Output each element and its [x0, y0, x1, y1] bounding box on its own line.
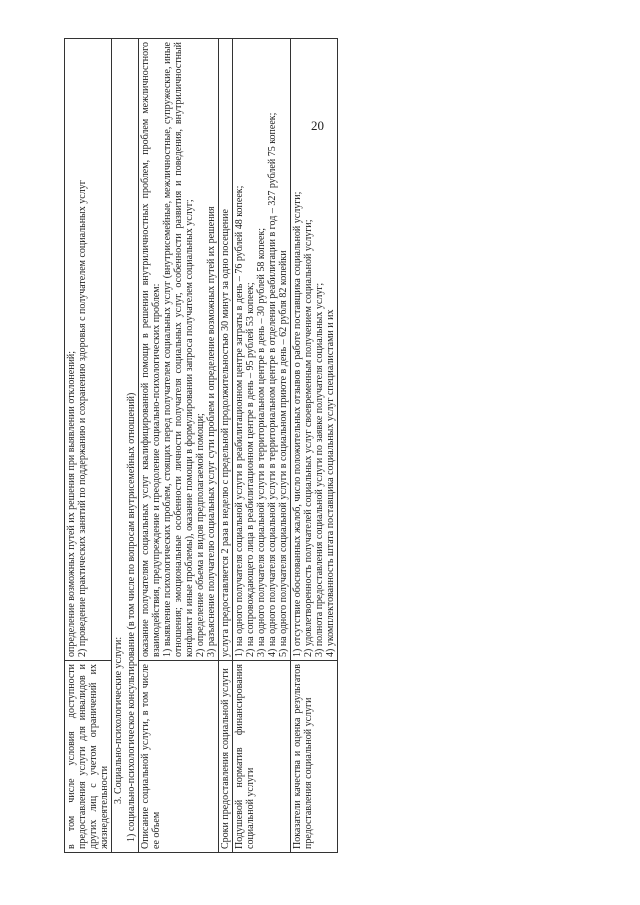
services-table [64, 38, 338, 853]
section-header-row [112, 39, 126, 853]
content-line: 2) проведение практических занятий по поддержанию и сохранению здоровья с получателем социальных услуг [77, 180, 88, 657]
subsection-header-row [125, 39, 139, 853]
table-row [219, 39, 233, 853]
row-label: Показатели качества и оценка результатов предоставления социальной услуги [291, 661, 338, 853]
row-content [233, 39, 291, 661]
content-line: 2) удовлетворенность получателей социальных услуг своевременным получением социальной услуги; [303, 219, 314, 657]
row-label: Описание социальной услуги, в том числе ее объем [139, 661, 219, 853]
table-row [65, 39, 112, 853]
content-line: 1) на одного получателя социальной услуги в реабилитационном центре затраты в день – 76 рублей 48 копеек; [234, 185, 245, 657]
content-line: оказание получателям социальных услуг квалифицированной помощи в решении внутриличностных проблем, проблем межличностного взаимодействия, предупреждение и преодоление социально-психологических проблем: [140, 42, 162, 657]
content-line: 3) на одного получателя социальной услуги в территориальном центре в день – 30 рублей 58 копеек; [256, 227, 267, 657]
content-line: 4) на одного получателя социальной услуги в территориальном центре в отделении реабилитации в год – 327 рублей 75 копеек; [267, 112, 278, 657]
row-content [65, 39, 112, 661]
row-label: в том числе условия доступности предоставления услуги для инвалидов и других лиц с учетом ограничений их жизнедеятельности [65, 661, 112, 853]
content-line: 5) на одного получателя социальной услуги в социальном приюте в день – 62 рубля 82 копейки [278, 250, 289, 657]
row-content [139, 39, 219, 661]
content-line: 3) разъяснение получателю социальных услуг сути проблем и определение возможных путей их решения [206, 206, 217, 657]
row-content [291, 39, 338, 661]
table-row [291, 39, 338, 853]
section-title: 3. Социально-психологические услуги: [112, 39, 126, 853]
table-row [139, 39, 219, 853]
content-line: 4) укомплектованность штата поставщика социальных услуг специалистами и их [325, 309, 336, 657]
content-line: услуга предоставляется 2 раза в неделю с предельной продолжительностью 30 минут за одно посещение [220, 209, 231, 657]
content-line: 2) определение объема и видов предполагаемой помощи; [195, 413, 206, 657]
content-line: определение возможных путей их решения при выявлении отклонений; [66, 350, 77, 657]
row-content [219, 39, 233, 661]
content-line: 1) выявление психологических проблем, стоящих перед получателем социальных услуг (внутрисемейные, межличностные, супружеские, иные отношения; эмоциональные особенности личности получателя социальных услуг, особенности развития и поведения, внутриличностный конфликт и иные проблемы), оказание помощи в формулировании запроса получателем социальных услуг; [162, 42, 195, 657]
row-label: Подушевой норматив финансирования социальной услуги [233, 661, 291, 853]
row-label: Сроки предоставления социальной услуги [219, 661, 233, 853]
subsection-title: 1) социально-психологическое консультирование (в том числе по вопросам внутрисемейных отношений) [125, 39, 139, 853]
page-number: 20 [311, 118, 324, 133]
rotated-document-table [64, 38, 544, 853]
content-line: 2) на сопровождающего лица в реабилитационном центре в день – 95 рублей 53 копеек; [245, 282, 256, 657]
content-line: 1) отсутствие обоснованных жалоб, число положительных отзывов о работе поставщика социальной услуги; [292, 191, 303, 657]
table-row [233, 39, 291, 853]
content-line: 3) полнота предоставления социальной услуги по заявке получателя социальных услуг; [314, 282, 325, 657]
